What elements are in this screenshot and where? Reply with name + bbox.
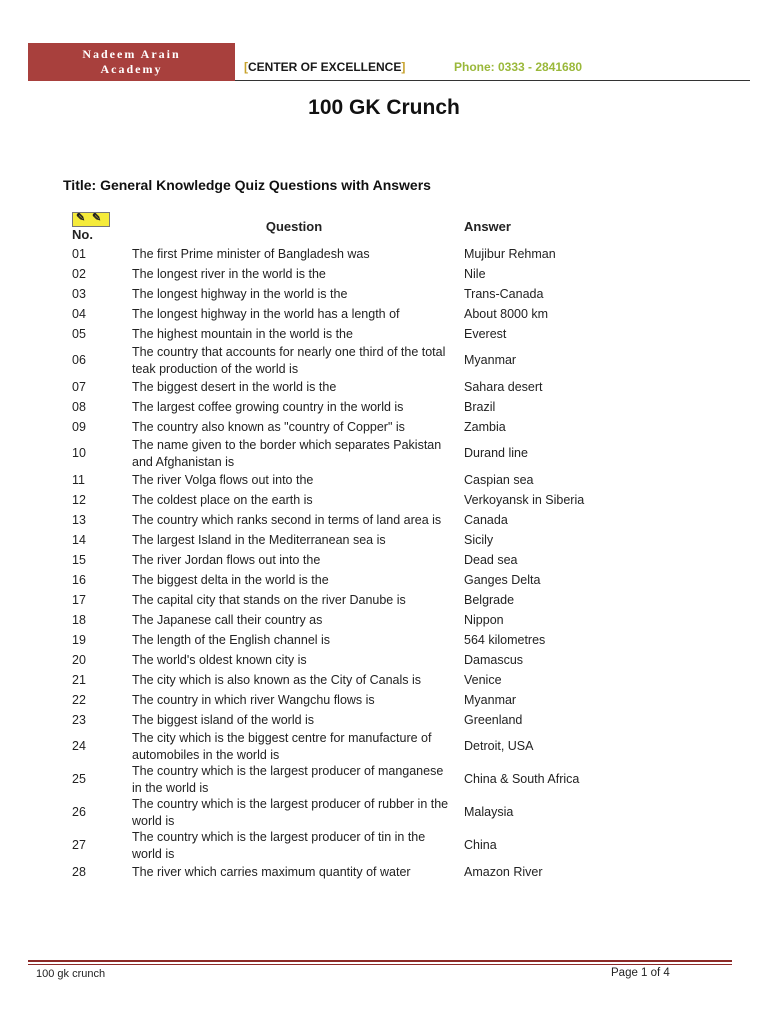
row-answer: Everest	[464, 326, 507, 341]
row-question: The country which is the largest producer of manganese in the world is	[132, 764, 444, 795]
table-row	[68, 796, 740, 829]
row-number: 15	[72, 552, 86, 567]
academy-logo	[28, 43, 235, 81]
row-number: 04	[72, 306, 86, 321]
table-row	[68, 730, 740, 763]
table-row	[68, 550, 740, 570]
row-answer: China & South Africa	[464, 772, 580, 787]
table-row	[68, 264, 740, 284]
row-question: The country which is the largest producer of rubber in the world is	[132, 797, 449, 828]
page-title: 100 GK Crunch	[308, 96, 460, 119]
row-number: 20	[72, 652, 86, 667]
row-question: The longest highway in the world is the	[132, 286, 348, 301]
row-question: The country which is the largest producer of tin in the world is	[132, 830, 426, 861]
eraser-icon: ✎	[92, 212, 102, 225]
table-row	[68, 570, 740, 590]
row-number: 18	[72, 612, 86, 627]
table-row	[68, 650, 740, 670]
row-answer: 564 kilometres	[464, 632, 546, 647]
table-row	[68, 763, 740, 796]
pencil-icon: ✎	[76, 212, 86, 225]
row-question: The length of the English channel is	[132, 632, 331, 647]
table-row	[68, 829, 740, 862]
row-number: 24	[72, 739, 86, 754]
row-answer: China	[464, 838, 497, 853]
row-answer: Dead sea	[464, 552, 518, 567]
row-answer: Belgrade	[464, 592, 515, 607]
row-answer: Myanmar	[464, 692, 517, 707]
row-answer: Ganges Delta	[464, 572, 541, 587]
row-answer: Trans-Canada	[464, 286, 544, 301]
row-number: 06	[72, 353, 86, 368]
row-number: 26	[72, 805, 86, 820]
row-number: 13	[72, 512, 86, 527]
row-question: The first Prime minister of Bangladesh was	[132, 246, 370, 261]
row-question: The river Volga flows out into the	[132, 472, 314, 487]
row-question: The longest highway in the world has a length of	[132, 306, 400, 321]
footer-doc-title: 100 gk crunch	[36, 968, 106, 980]
row-answer: Mujibur Rehman	[464, 246, 556, 261]
row-question: The longest river in the world is the	[132, 266, 326, 281]
header-no	[68, 209, 128, 244]
table-row	[68, 417, 740, 437]
logo-line-1: Nadeem Arain	[82, 47, 181, 61]
row-answer: Venice	[464, 672, 502, 687]
row-answer: Canada	[464, 512, 508, 527]
row-number: 07	[72, 379, 86, 394]
row-answer: Myanmar	[464, 353, 517, 368]
table-row	[68, 437, 740, 470]
edit-tools-icon[interactable]	[72, 212, 110, 227]
row-number: 12	[72, 492, 86, 507]
row-number: 19	[72, 632, 86, 647]
row-number: 14	[72, 532, 86, 547]
row-question: The country in which river Wangchu flows is	[132, 692, 375, 707]
row-question: The biggest desert in the world is the	[132, 379, 337, 394]
row-question: The largest Island in the Mediterranean sea is	[132, 532, 386, 547]
row-question: The coldest place on the earth is	[132, 492, 313, 507]
row-question: The Japanese call their country as	[132, 612, 323, 627]
bracket-open: [	[244, 60, 248, 74]
row-question: The name given to the border which separates Pakistan and Afghanistan is	[132, 438, 442, 469]
row-number: 28	[72, 864, 86, 879]
row-number: 25	[72, 772, 86, 787]
table-row	[68, 530, 740, 550]
row-question: The country which ranks second in terms of land area is	[132, 512, 442, 527]
table-row	[68, 344, 740, 377]
row-question: The country also known as "country of Copper" is	[132, 419, 405, 434]
row-question: The river which carries maximum quantity of water	[132, 864, 411, 879]
row-answer: Nippon	[464, 612, 504, 627]
bracket-close: ]	[401, 60, 406, 74]
row-number: 16	[72, 572, 86, 587]
row-number: 08	[72, 399, 86, 414]
footer-rule-thick	[28, 960, 732, 962]
table-header-row	[68, 209, 740, 244]
row-question: The city which is the biggest centre for manufacture of automobiles in the world is	[132, 731, 432, 762]
row-number: 27	[72, 838, 86, 853]
row-number: 01	[72, 246, 86, 261]
table-row	[68, 470, 740, 490]
header-divider	[235, 80, 750, 81]
row-question: The biggest delta in the world is the	[132, 572, 329, 587]
footer-page-number: Page 1 of 4	[611, 967, 670, 979]
footer-rule-thin	[28, 964, 732, 965]
row-answer: Detroit, USA	[464, 739, 534, 754]
row-answer: Sahara desert	[464, 379, 543, 394]
quiz-table-body	[68, 244, 740, 882]
row-question: The river Jordan flows out into the	[132, 552, 321, 567]
row-answer: Caspian sea	[464, 472, 534, 487]
table-row	[68, 324, 740, 344]
table-row	[68, 590, 740, 610]
row-question: The world's oldest known city is	[132, 652, 307, 667]
row-number: 03	[72, 286, 86, 301]
table-row	[68, 690, 740, 710]
center-text: CENTER OF EXCELLENCE	[248, 60, 402, 74]
table-row	[68, 510, 740, 530]
row-answer: About 8000 km	[464, 306, 549, 321]
row-answer: Sicily	[464, 532, 494, 547]
row-question: The capital city that stands on the river Danube is	[132, 592, 406, 607]
table-row	[68, 244, 740, 264]
table-row	[68, 397, 740, 417]
table-row	[68, 862, 740, 882]
row-answer: Nile	[464, 266, 486, 281]
row-question: The largest coffee growing country in the world is	[132, 399, 404, 414]
header-no-label: No.	[72, 227, 93, 243]
table-row	[68, 670, 740, 690]
table-row	[68, 284, 740, 304]
row-answer: Brazil	[464, 399, 496, 414]
row-number: 11	[72, 472, 85, 487]
table-row	[68, 710, 740, 730]
row-question: The highest mountain in the world is the	[132, 326, 353, 341]
row-number: 02	[72, 266, 86, 281]
header-answer: Answer	[464, 219, 511, 235]
row-answer: Malaysia	[464, 805, 514, 820]
row-question: The biggest island of the world is	[132, 712, 315, 727]
logo-line-2: Academy	[100, 62, 163, 76]
row-answer: Greenland	[464, 712, 523, 727]
row-number: 17	[72, 592, 86, 607]
center-of-excellence-label	[244, 60, 405, 74]
row-answer: Durand line	[464, 446, 528, 461]
table-row	[68, 304, 740, 324]
subtitle: Title: General Knowledge Quiz Questions with Answers	[63, 177, 431, 193]
table-row	[68, 630, 740, 650]
table-row	[68, 610, 740, 630]
phone-number: Phone: 0333 - 2841680	[454, 60, 583, 74]
header-question: Question	[265, 219, 323, 235]
row-question: The country that accounts for nearly one third of the total teak production of the world is	[132, 345, 446, 376]
row-number: 09	[72, 419, 86, 434]
row-number: 05	[72, 326, 86, 341]
table-row	[68, 377, 740, 397]
row-question: The city which is also known as the City of Canals is	[132, 672, 422, 687]
quiz-table	[68, 209, 740, 882]
row-number: 22	[72, 692, 86, 707]
row-number: 10	[72, 446, 86, 461]
row-number: 23	[72, 712, 86, 727]
row-answer: Damascus	[464, 652, 524, 667]
row-answer: Zambia	[464, 419, 506, 434]
row-answer: Amazon River	[464, 864, 543, 879]
table-row	[68, 490, 740, 510]
row-answer: Verkoyansk in Siberia	[464, 492, 585, 507]
row-number: 21	[72, 672, 86, 687]
